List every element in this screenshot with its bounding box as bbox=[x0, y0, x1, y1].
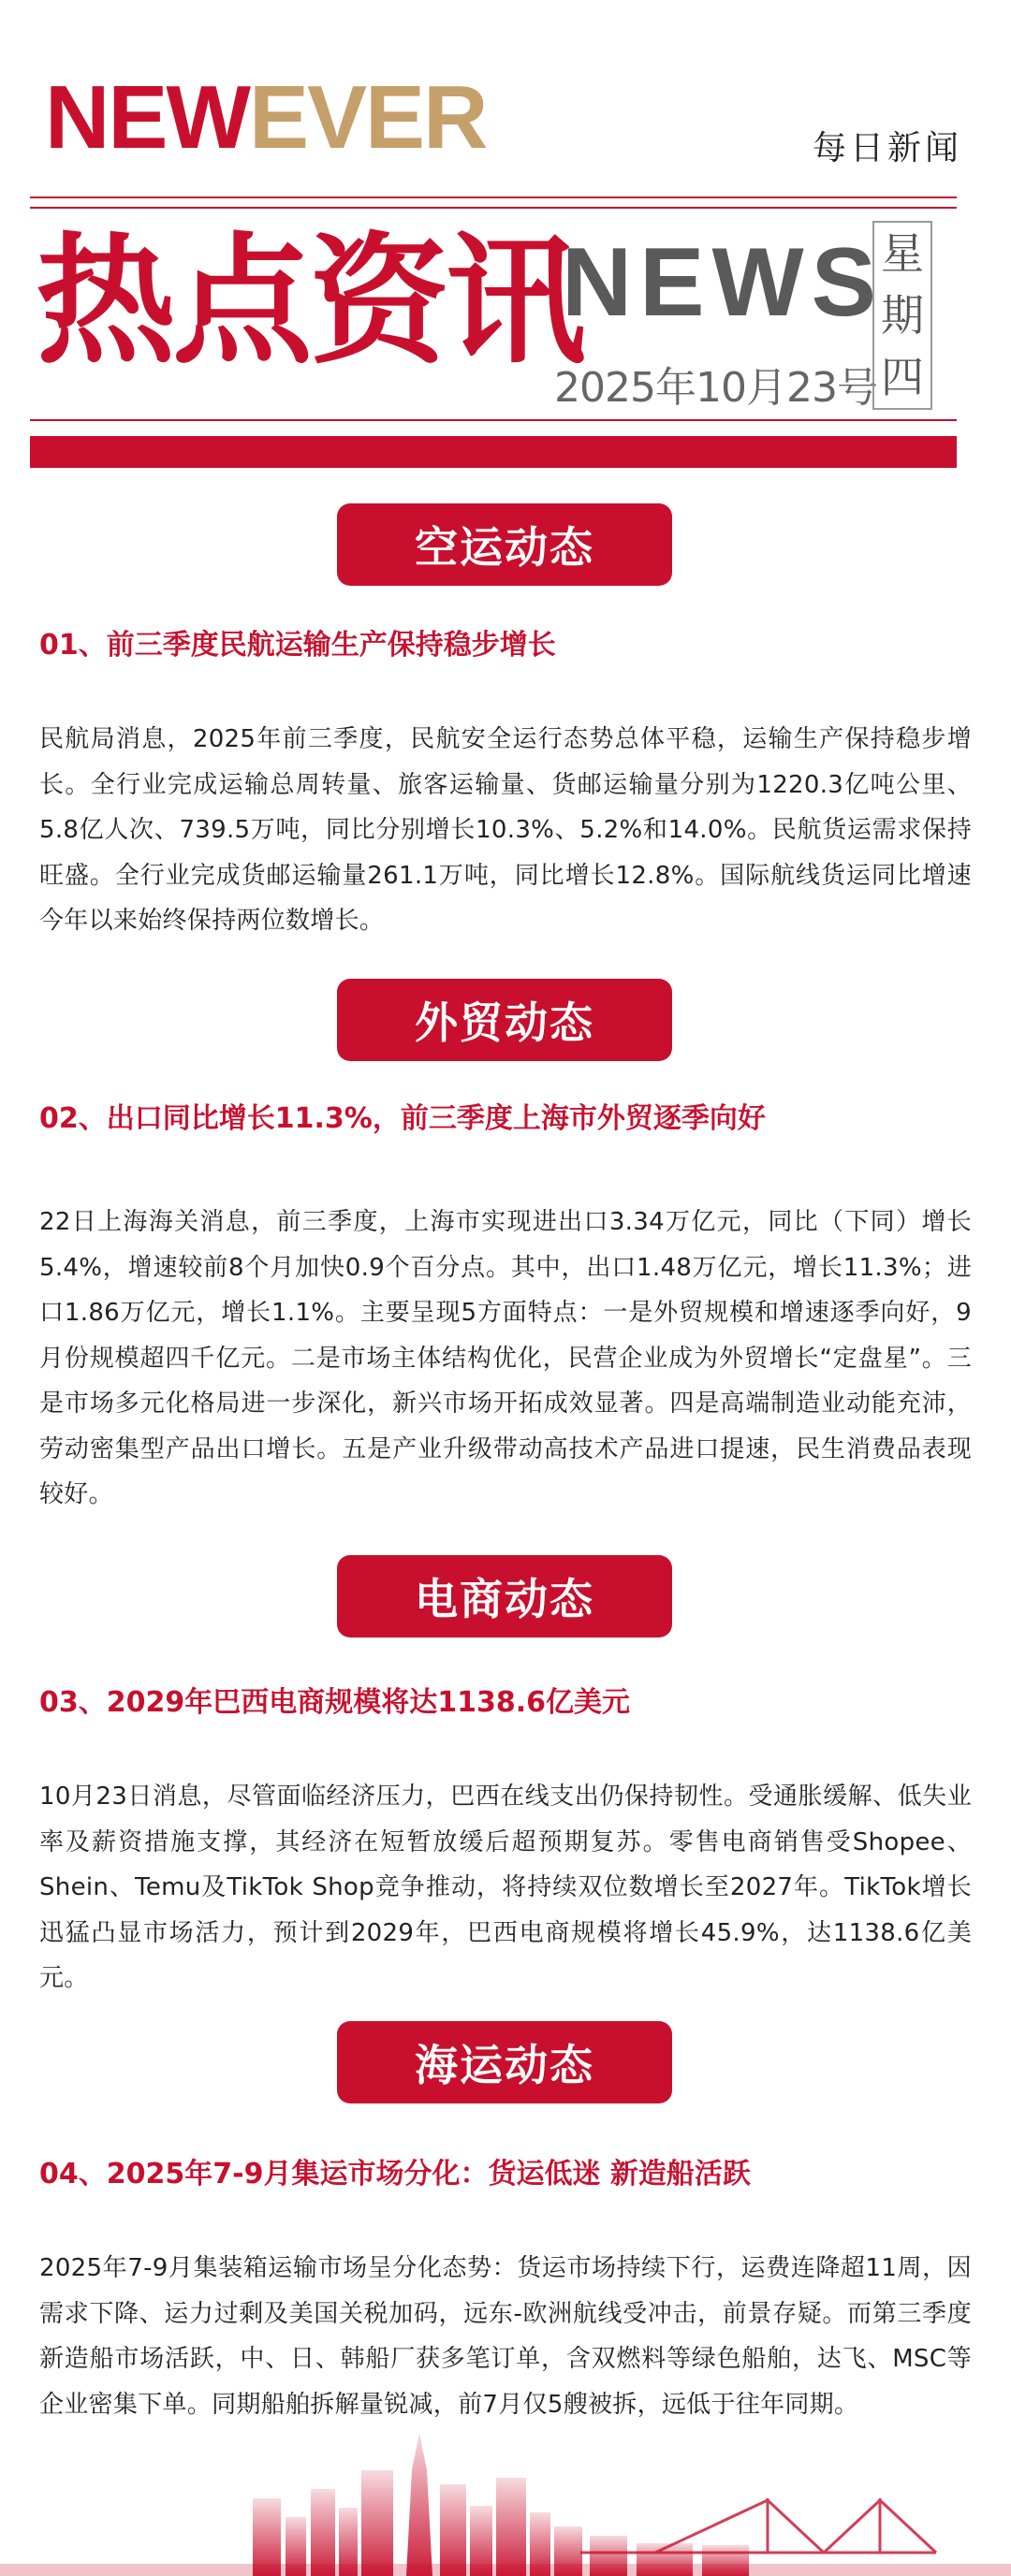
weekday-char: 星 bbox=[881, 228, 924, 279]
header-red-bar bbox=[30, 436, 957, 468]
section-pill-ecommerce: 电商动态 bbox=[337, 1555, 672, 1637]
section-headline: 01、前三季度民航运输生产保持稳步增长 bbox=[39, 629, 556, 662]
weekday-char: 四 bbox=[881, 352, 924, 402]
city-skyline-illustration bbox=[0, 2433, 1011, 2576]
logo-new: NEW bbox=[45, 67, 249, 167]
hot-news-title: 热点资讯 bbox=[36, 221, 583, 384]
section-body: 10月23日消息，尽管面临经济压力，巴西在线支出仍保持韧性。受通胀缓解、低失业率及薪资措施支撑，其经济在短暂放缓后超预期复苏。零售电商销售受Shopee、Shein、Temu及TikTok Shop竞争推动，将持续双位数增长至2027年。TikTok增长迅猛凸显市场活力，预计到2029年，巴西电商规模将增长45.9%，达1138.6亿美元。 bbox=[39, 1783, 972, 1992]
issue-date: 2025年10月23号 bbox=[554, 364, 877, 412]
weekday-char: 期 bbox=[881, 290, 924, 341]
section-pill-shipping: 海运动态 bbox=[337, 2021, 672, 2103]
section-body: 22日上海海关消息，前三季度，上海市实现进出口3.34万亿元，同比（下同）增长5.4%，增速较前8个月加快0.9个百分点。其中，出口1.48万亿元，增长11.3%；进口1.86万亿元，增长1.1%。主要呈现5方面特点：一是外贸规模和增速逐季向好，9月份规模超四千亿元。二是市场主体结构优化，民营企业成为外贸增长“定盘星”。三是市场多元化格局进一步深化，新兴市场开拓成效显著。四是高端制造业动能充沛，劳动密集型产品出口增长。五是产业升级带动高技术产品进口提速，民生消费品表现较好。 bbox=[39, 1208, 972, 1508]
header-rule-top bbox=[30, 196, 957, 198]
header-rule-top-second bbox=[30, 207, 957, 209]
section-headline: 03、2029年巴西电商规模将达1138.6亿美元 bbox=[39, 1686, 631, 1719]
daily-news-label: 每日新闻 bbox=[812, 129, 962, 167]
section-headline: 02、出口同比增长11.3%，前三季度上海市外贸逐季向好 bbox=[39, 1102, 766, 1135]
section-body: 2025年7-9月集装箱运输市场呈分化态势：货运市场持续下行，运费连降超11周，因需求下降、运力过剩及美国关税加码，远东-欧洲航线受冲击，前景存疑。而第三季度新造船市场活跃，中、日、韩船厂获多笔订单，含双燃料等绿色船舶，达飞、MSC等企业密集下单。同期船舶拆解量锐减，前7月仅5艘被拆，远低于往年同期。 bbox=[39, 2254, 972, 2419]
section-pill-air: 空运动态 bbox=[337, 503, 672, 586]
section-headline: 04、2025年7-9月集运市场分化：货运低迷 新造船活跃 bbox=[39, 2158, 751, 2190]
logo-ever: EVER bbox=[248, 67, 487, 167]
section-body: 民航局消息，2025年前三季度，民航安全运行态势总体平稳，运输生产保持稳步增长。全行业完成运输总周转量、旅客运输量、货邮运输量分别为1220.3亿吨公里、5.8亿人次、739.5万吨，同比分别增长10.3%、5.2%和14.0%。民航货运需求保持旺盛。全行业完成货邮运输量261.1万吨，同比增长12.8%。国际航线货运同比增速今年以来始终保持两位数增长。 bbox=[39, 725, 972, 935]
header-rule-bottom bbox=[30, 419, 957, 421]
newever-logo bbox=[45, 67, 487, 167]
news-word: NEWS bbox=[562, 228, 884, 337]
section-pill-trade: 外贸动态 bbox=[337, 979, 672, 1061]
weekday-box bbox=[872, 221, 932, 410]
